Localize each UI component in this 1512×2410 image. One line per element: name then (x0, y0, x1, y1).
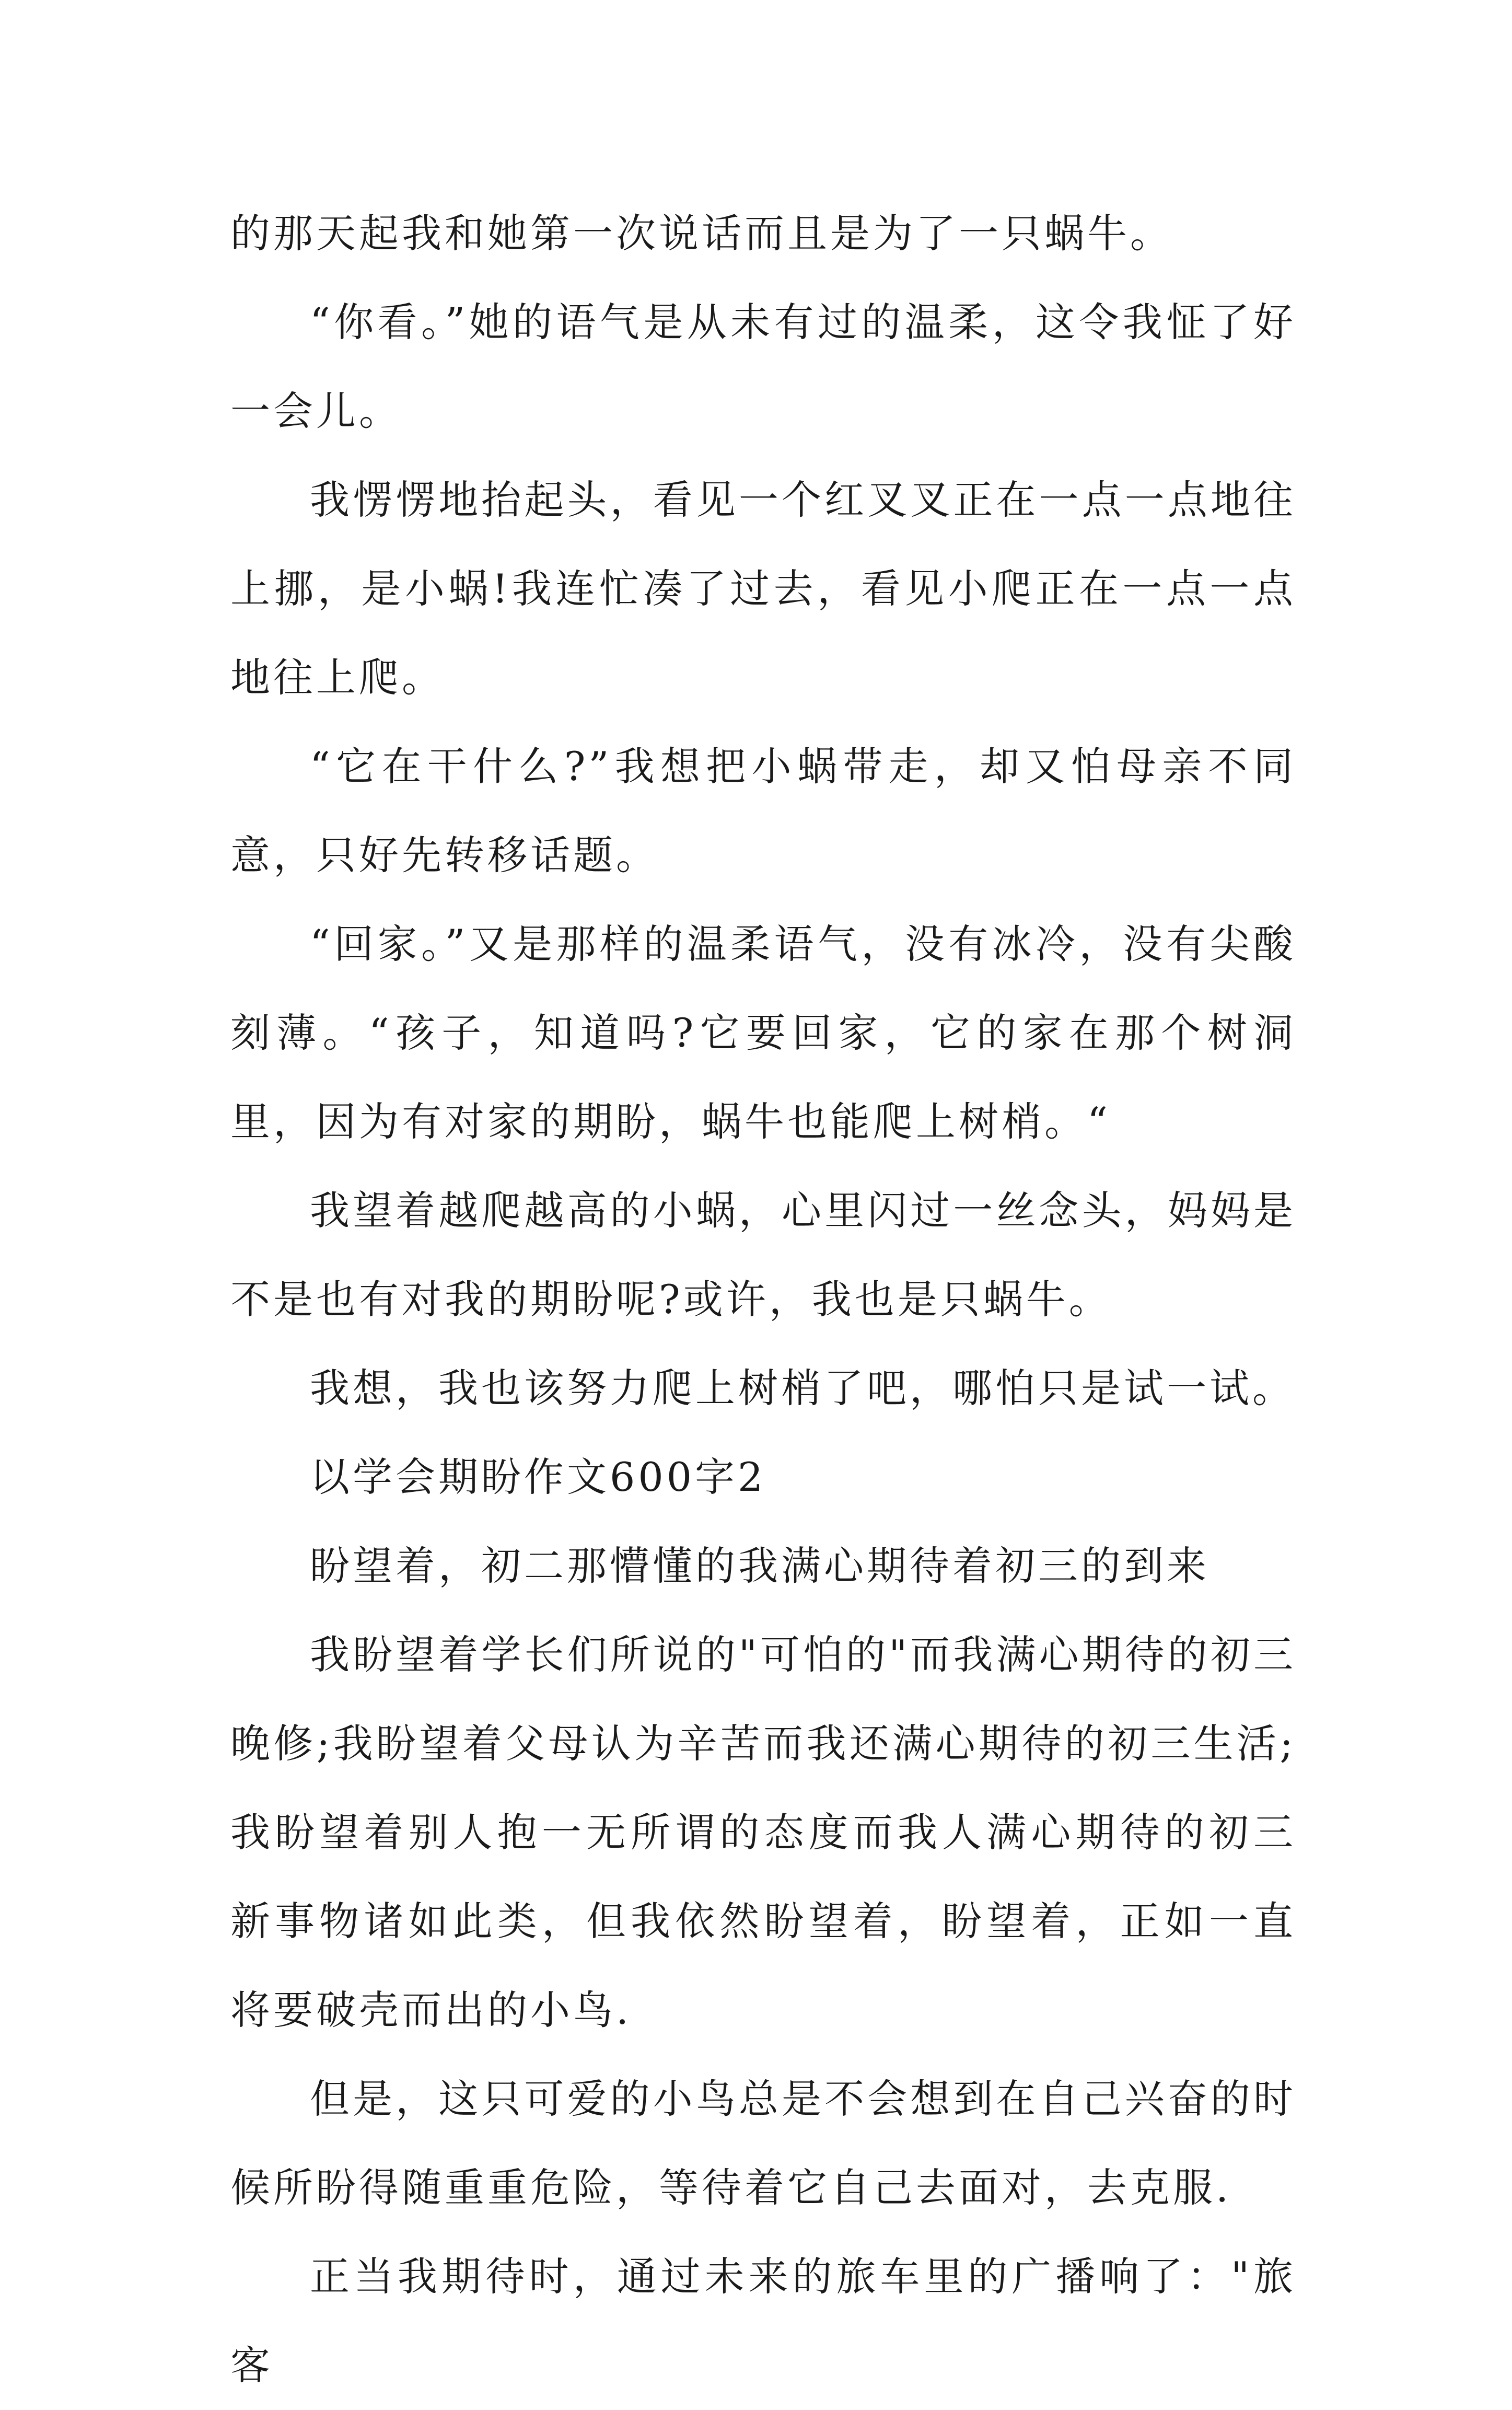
paragraph: 盼望着，初二那懵懂的我满心期待着初三的到来 (310, 1543, 1209, 1589)
paragraph: “它在干什么?”我想把小蜗带走，却又怕母亲不同意，只好先转移话题。 (230, 743, 1296, 878)
paragraph-continuation: 的那天起我和她第一次说话而且是为了一只蜗牛。 (230, 210, 1173, 257)
paragraph: “你看。”她的语气是从未有过的温柔，这令我怔了好一会儿。 (230, 299, 1296, 434)
paragraph: 但是，这只可爱的小鸟总是不会想到在自己兴奋的时候所盼得随重重危险，等待着它自己去面对，去克服. (230, 2076, 1296, 2211)
document-body (230, 189, 1296, 2410)
paragraph: 正当我期待时，通过未来的旅车里的广播响了："旅客 (230, 2253, 1296, 2389)
paragraph: 我望着越爬越高的小蜗，心里闪过一丝念头，妈妈是不是也有对我的期盼呢?或许，我也是只蜗牛。 (230, 1187, 1296, 1323)
paragraph: “回家。”又是那样的温柔语气，没有冰冷，没有尖酸刻薄。“孩子，知道吗?它要回家，它的家在那个树洞里，因为有对家的期盼，蜗牛也能爬上树梢。“ (230, 921, 1296, 1145)
paragraph: 我想，我也该努力爬上树梢了吧，哪怕只是试一试。 (310, 1365, 1295, 1411)
section-heading: 以学会期盼作文600字2 (310, 1454, 766, 1500)
paragraph: 我愣愣地抬起头，看见一个红叉叉正在一点一点地往上挪，是小蜗!我连忙凑了过去，看见小爬正在一点一点地往上爬。 (230, 477, 1296, 701)
paragraph: 我盼望着学长们所说的"可怕的"而我满心期待的初三晚修;我盼望着父母认为辛苦而我还满心期待的初三生活;我盼望着别人抱一无所谓的态度而我人满心期待的初三新事物诸如此类，但我依然盼望着，盼望着，正如一直将要破壳而出的小鸟. (230, 1631, 1296, 2033)
